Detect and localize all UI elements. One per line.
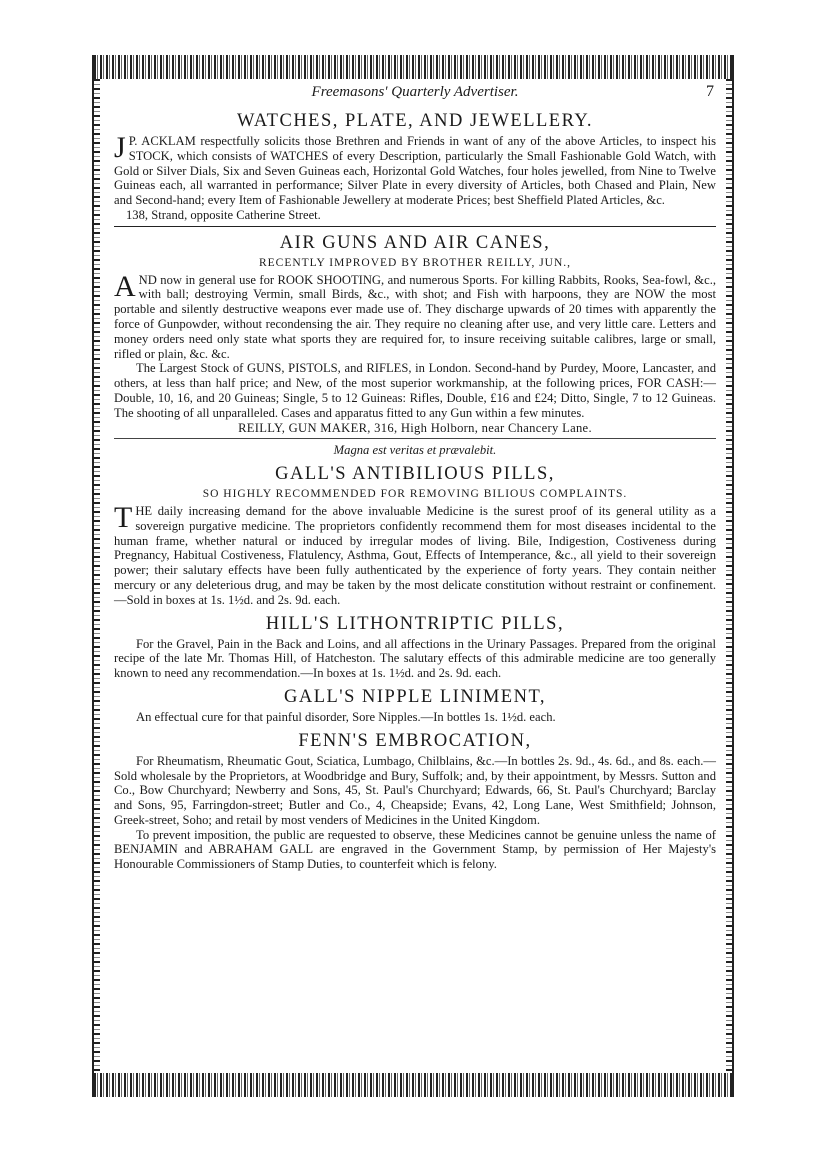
ornamental-border-top (94, 55, 732, 79)
page-number: 7 (706, 83, 714, 100)
drop-cap: J (114, 131, 126, 164)
drop-cap: T (114, 500, 133, 534)
ad-body: An effectual cure for that painful disorder, Sore Nipples.—In bottles 1s. 1½d. each. (136, 709, 556, 724)
ad-lithontriptic-pills (114, 614, 716, 681)
running-title: Freemasons' Quarterly Advertiser. (311, 84, 519, 100)
ad-title: GALL'S NIPPLE LINIMENT, (283, 686, 547, 707)
ad-body-2: To prevent imposition, the public are requested to observe, these Medicines cannot be genuine unless the name of BENJAMIN and ABRAHAM GALL are engraved in the Government Stamp, by permission of Her Majesty's Honourable Commissioners of Stamp Duties, to counterfeit which is felony. (114, 827, 716, 872)
ad-embrocation (114, 731, 716, 872)
page-content (114, 85, 716, 1071)
ornamental-border-bottom (94, 1073, 732, 1097)
drop-cap: A (114, 269, 136, 303)
ad-address: 138, Strand, opposite Catherine Street. (126, 207, 321, 222)
ad-body: J P. ACKLAM respectfully solicits those Brethren and Friends in want of any of the above Articles, to inspect his STOCK, which consists of WATCHES of every Description, particularly the Small Fashionable Gold Watch, with Gold or Silver Dials, Six and Seven Guineas each, Horizontal Gold Watches, four holes jewelled, from Nine to Twelve Guineas each, all warranted in performance; Silver Plate in every diversity of Articles, both Chased and Plain, New and Second-hand; every Item of Fashionable Jewellery at moderate Prices; best Sheffield Plated Articles, &c. (114, 131, 716, 208)
ad-title: FENN'S EMBROCATION, (298, 730, 532, 751)
ad-subtitle: RECENTLY IMPROVED BY BROTHER REILLY, JUN., (258, 256, 572, 269)
ad-subtitle: SO HIGHLY RECOMMENDED FOR REMOVING BILIOUS COMPLAINTS. (202, 488, 628, 501)
ornamental-border-right (726, 79, 732, 1073)
section-divider (114, 438, 716, 439)
ad-motto: Magna est veritas et prævalebit. (333, 443, 497, 458)
section-divider (114, 226, 716, 227)
ad-body: For the Gravel, Pain in the Back and Loins, and all affections in the Urinary Passages. Prepared from the original recipe of the late Mr. Thomas Hill, of Hatcheston. The salutary effects of this admirable medicine are too generally known to need any recommendation.—In boxes at 1s. 1½d. and 2s. 9d. each. (114, 636, 716, 681)
ad-air-guns (114, 233, 716, 436)
ad-antibilious-pills (114, 443, 716, 607)
ad-body: For Rheumatism, Rheumatic Gout, Sciatica, Lumbago, Chilblains, &c.—In bottles 2s. 9d., 4s. 6d., and 8s. each.—Sold wholesale by the Proprietors, at Woodbridge and Bury, Suffolk; and, by their appointment, by Messrs. Sutton and Co., Bow Churchyard; Newberry and Sons, 45, St. Paul's Churchyard; Edwards, 66, St. Paul's Churchyard; Barclay and Sons, 95, Farringdon-street; Butler and Co., 4, Cheapside; Evans, 42, Long Lane, West Smithfield; Johnson, Greek-street, Soho; and retail by most venders of Medicines in the United Kingdom. (114, 753, 716, 827)
ad-title: AIR GUNS AND AIR CANES, (279, 232, 551, 253)
ad-nipple-liniment (114, 687, 716, 725)
ad-watches (114, 111, 716, 223)
running-header (114, 85, 716, 105)
ad-body: THE daily increasing demand for the above invaluable Medicine is the surest proof of its general utility as a sovereign purgative medicine. The proprietors confidently recommend them for most diseases incidental to the human frame, whether natural or induced by irregular modes of living. Bile, Indigestion, Costiveness during Pregnancy, Habitual Costiveness, Flatulency, Asthma, Gout, Effects of Intemperance, &c., all yield to their sovereign power; their salutary effects have been fully authenticated by the experience of forty years. They contain neither mercury or any deleterious drug, and may be taken by the most delicate constitution without restraint or confinement.—Sold in boxes at 1s. 1½d. and 2s. 9d. each. (114, 500, 716, 607)
ad-title: HILL'S LITHONTRIPTIC PILLS, (265, 613, 565, 634)
ad-body: AND now in general use for ROOK SHOOTING, and numerous Sports. For killing Rabbits, Rooks, Sea-fowl, &c., with ball; destroying Vermin, small Birds, &c., with shot; and Fish with harpoons, they are NOW the most portable and silently destructive weapons ever made use of. They discharge upwards of 20 times with apparently the force of Gunpowder, without recondensing the air. They require no cleaning after use, and very little care. Letters and money orders need only state what sports they are required for, to insure receiving suitable calibres, large or small, rifled or plain, &c. &c. (114, 269, 716, 361)
page-frame (92, 55, 734, 1097)
ad-title: GALL'S ANTIBILIOUS PILLS, (275, 464, 555, 485)
ad-signature: REILLY, GUN MAKER, 316, High Holborn, near Chancery Lane. (238, 420, 592, 435)
ad-title: WATCHES, PLATE, AND JEWELLERY. (236, 111, 594, 131)
ad-body-2: The Largest Stock of GUNS, PISTOLS, and RIFLES, in London. Second-hand by Purdey, Moore, Lancaster, and others, at less than half price; and New, of the most superior workmanship, at the following prices, FOR CASH:—Double, 10, 16, and 20 Guineas; Single, 5 to 12 Guineas: Rifles, Double, £16 and £24; Ditto, Single, 7 to 12 Guineas. The shooting of all unparalleled. Cases and apparatus fitted to any Gun within a few minutes. (114, 361, 716, 420)
ornamental-border-left (94, 79, 100, 1073)
